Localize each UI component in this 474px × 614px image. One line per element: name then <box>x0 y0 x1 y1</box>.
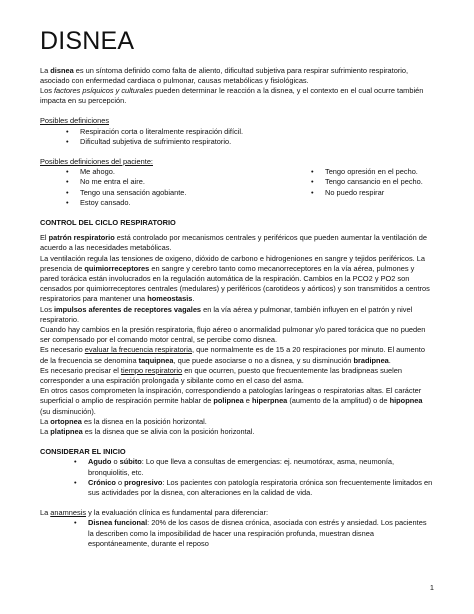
control-paragraph-5: Es necesario evaluar la frecuencia respiratoria, que normalmente es de 15 a 20 respiraciones por minuto. El aumento de la frecuencia se denomina taquipnea, que puede asociarse o no a disnea, y su disminución bradipnea. <box>40 345 425 365</box>
control-paragraph-8: La ortopnea es la disnea en la posición horizontal. <box>40 416 207 426</box>
anamnesis-paragraph: La anamnesis y la evaluación clínica es fundamental para diferenciar: <box>40 508 269 518</box>
page-number: 1 <box>429 583 434 592</box>
definitions-heading: Posibles definiciones <box>40 116 110 126</box>
list-item: • No me entra el aire. <box>40 177 285 187</box>
intro-paragraph-2: Los factores psíquicos y culturales pueden determinar le reacción a la disnea, y el contexto en el cual ocurre también impacta en su percepción. <box>40 85 424 106</box>
control-paragraph-3: Los impulsos aferentes de receptores vagales en la vía aérea y pulmonar, también influyen en el patrón y nivel respiratorio. <box>40 304 413 324</box>
list-item: • Dificultad subjetiva de sufrimiento respiratorio. <box>40 137 434 147</box>
list-item: • Tengo una sensación agobiante. <box>40 188 285 198</box>
definitions-list <box>40 127 434 147</box>
patient-definitions-heading: Posibles definiciones del paciente: <box>40 156 153 166</box>
consider-list <box>40 457 434 498</box>
page-title: DISNEA <box>40 27 135 55</box>
control-paragraph-7: En otros casos comprometen la inspiración, correspondiendo a patologías laríngeas o respiratorias altas. El carácter superficial o amplio de respiración permite hablar de polipnea e hiperpnea (aumento de la amplitud) o de hipopnea (su disminución). <box>40 386 423 416</box>
list-item: • Me ahogo. <box>40 167 285 177</box>
control-paragraph-4: Cuando hay cambios en la presión respiratoria, flujo aéreo o anormalidad pulmonar y/o pared torácica que no pueden ser compensado por el comando motor central, se percibe como disnea. <box>40 324 426 345</box>
list-item: • Respiración corta o literalmente respiración difícil. <box>40 127 434 137</box>
control-paragraph-6: Es necesario precisar el tiempo respiratorio en que ocurren, puesto que frecuentemente las bradipneas suelen corresponder a una espiración prolongada y sibilante como en el caso del asma. <box>40 365 402 385</box>
list-item: • Tengo opresión en el pecho. <box>285 167 434 177</box>
consider-heading: CONSIDERAR EL INICIO <box>40 447 126 457</box>
list-item: • Estoy cansado. <box>40 198 285 208</box>
patient-definitions-columns <box>40 167 434 208</box>
control-heading: CONTROL DEL CICLO RESPIRATORIO <box>40 217 176 227</box>
control-paragraph-1: El patrón respiratorio está controlado por mecanismos centrales y periféricos que pueden aumentar la ventilación de acuerdo a las necesidades metabólicas. <box>40 233 427 253</box>
list-item: • Agudo o súbito: Lo que lleva a consultas de emergencias: ej. neumotórax, asma, neumonía, bronquiolitis, etc. <box>40 457 434 477</box>
control-paragraph-9: La platipnea es la disnea que se alivia con la posición horizontal. <box>40 427 255 436</box>
patient-definitions-col1 <box>40 167 285 208</box>
list-item: • Disnea funcional: 20% de los casos de disnea crónica, asociada con estrés y ansiedad. Los pacientes la describen como la imposibilidad de hacer una respiración profunda, muestran disnea espontáneamente, durante el reposo <box>40 518 434 549</box>
list-item: • Crónico o progresivo: Los pacientes con patología respiratoria crónica son frecuentemente limitados en sus actividades por la disnea, con alteraciones en la calidad de vida. <box>40 478 434 498</box>
control-paragraph-2: La ventilación regula las tensiones de oxigeno, dióxido de carbono e hidrogeniones en sangre y tejidos periféricos. La presencia de quimiorreceptores en sangre y cerebro tanto como mecanorreceptores en la vía aérea, pulmones y pared torácica están involucrados en la regulación automática de la respiración. Cambios en la PCO2 y PO2 son censados por quimiorreceptores centrales (medulares) y periféricos (carotideos y aórticos) y son transmitidos a centros respiratorios para mantener una homeostasis. <box>40 253 430 304</box>
list-item: • No puedo respirar <box>285 188 434 198</box>
patient-definitions-col2 <box>285 167 434 208</box>
anamnesis-list <box>40 518 434 549</box>
intro-paragraph-1: La disnea es un síntoma definido como falta de aliento, dificultad subjetiva para respirar sufrimiento respiratorio, asociado con enfermedad cardiaca o pulmonar, causas metabólicas y fisiológicas. <box>40 65 409 85</box>
list-item: • Tengo cansancio en el pecho. <box>285 177 434 187</box>
